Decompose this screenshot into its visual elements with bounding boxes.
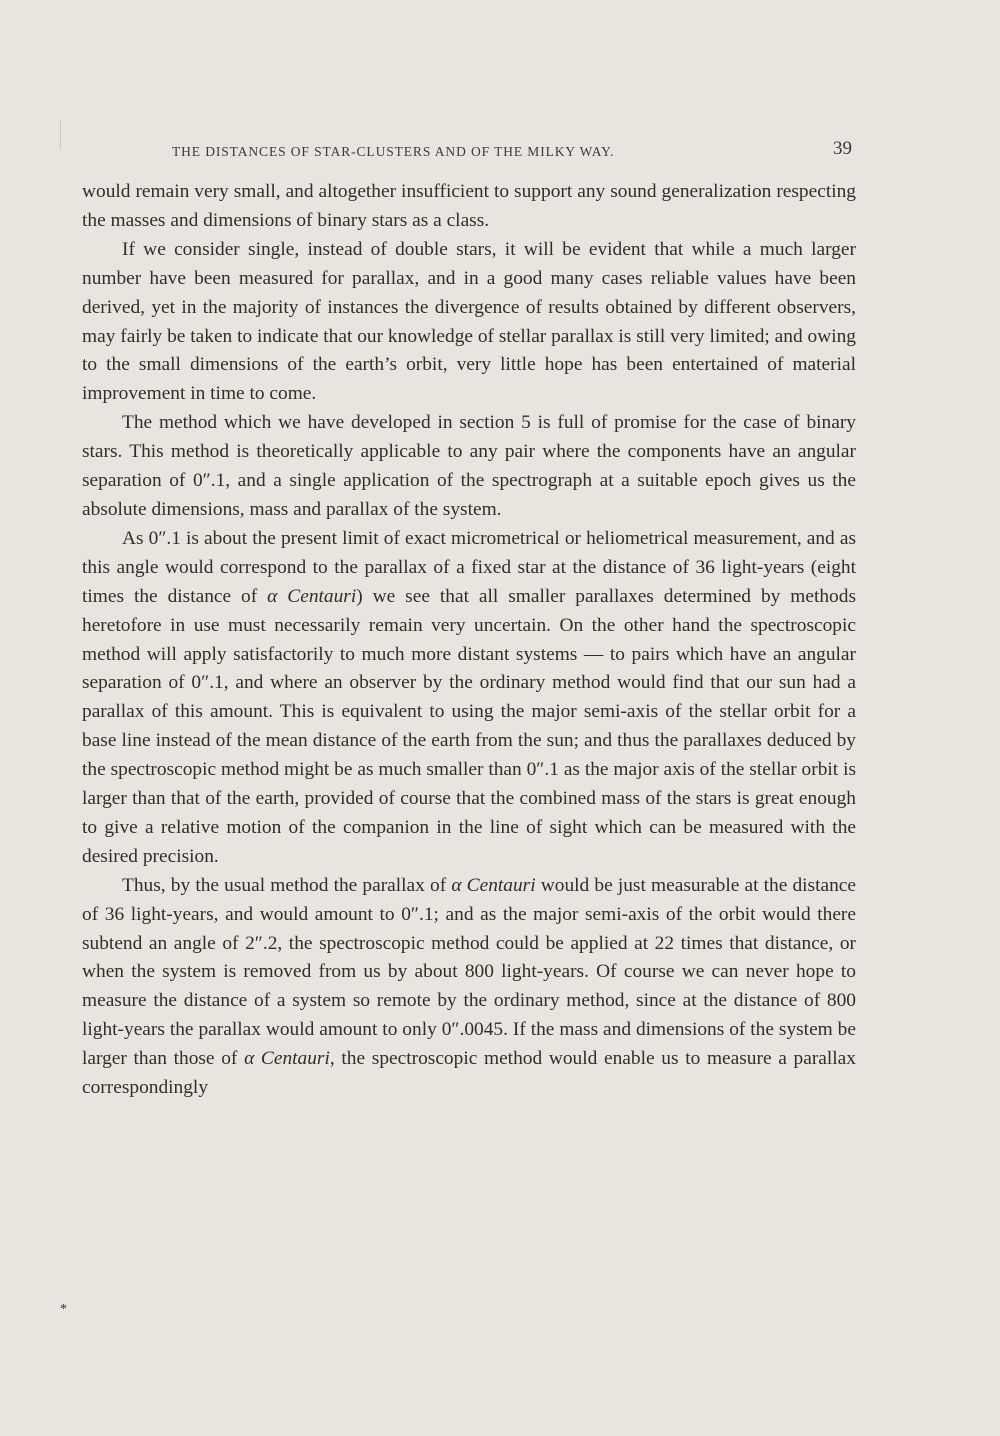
paragraph-2: If we consider single, instead of double stars, it will be evident that while a much larger number have been measured for parallax, and in a good many cases reliable values have been derived, yet in the majority of instances the divergence of results obtained by different observers, may fairly be taken to indicate that our knowledge of stellar parallax is still very limited; and owing to the small dimensions of the earth’s orbit, very little hope has been entertained of material improvement in time to come.	[82, 238, 856, 405]
paragraph-4-part-2: ) we see that all smaller parallaxes determined by methods heretofore in use must necessarily remain very uncertain. On the other hand the spectroscopic method will apply satisfactorily to much more distant systems — to pairs which have an angular separation of 0″.1, and where an observer by the ordinary method would find that our sun had a parallax of this amount. This is equivalent to using the major semi-axis of the stellar orbit for a base line instead of the mean distance of the earth from the sun; and thus the parallaxes deduced by the spectroscopic method might be as much smaller than 0″.1 as the major axis of the stellar orbit is larger than that of the earth, provided of course that the combined mass of the stars is great enough to give a relative motion of the companion in the line of sight which can be measured with the desired precision.	[82, 585, 856, 867]
running-header	[172, 140, 852, 164]
paragraph-5-part-2: would be just measurable at the distance of 36 light-years, and would amount to 0″.1; and as the major semi-axis of the orbit would there subtend an angle of 2″.2, the spectroscopic method could be applied at 22 times that distance, or when the system is removed from us by about 800 light-years. Of course we can never hope to measure the distance of a system so remote by the ordinary method, since at the distance of 800 light-years the parallax would amount to only 0″.0045. If the mass and dimensions of the system be larger than those of	[82, 874, 856, 1070]
page-number: 39	[833, 138, 852, 159]
paragraph-4-part-1: As 0″.1 is about the present limit of exact micrometrical or heliometrical measurement, and as this angle would correspond to the parallax of a fixed star at the distance of 36 light-years (eight times the distance of	[82, 527, 856, 607]
paragraph-5-part-1: Thus, by the usual method the parallax of	[122, 874, 452, 896]
body-text	[82, 178, 856, 1103]
alpha-centauri-term: α Centauri	[267, 585, 357, 607]
running-title: THE DISTANCES OF STAR-CLUSTERS AND OF THE MILKY WAY.	[172, 144, 615, 159]
paragraph-3: The method which we have developed in section 5 is full of promise for the case of binary stars. This method is theoretically applicable to any pair where the components have an angular separation of 0″.1, and a single application of the spectrograph at a suitable epoch gives us the absolute dimensions, mass and parallax of the system.	[82, 412, 856, 520]
paragraph-4	[82, 525, 856, 872]
paragraph-5	[82, 872, 856, 1103]
alpha-centauri-term: α Centauri	[451, 874, 536, 896]
page-edge-mark	[60, 120, 61, 150]
paragraph-5-part-3: , the spectroscopic method would enable us to measure a parallax correspondingly	[82, 1048, 856, 1099]
footer-mark: *	[60, 1302, 67, 1317]
alpha-centauri-term: α Centauri	[244, 1048, 330, 1070]
paragraph-1: would remain very small, and altogether insufficient to support any sound generalization respecting the masses and dimensions of binary stars as a class.	[82, 181, 856, 231]
